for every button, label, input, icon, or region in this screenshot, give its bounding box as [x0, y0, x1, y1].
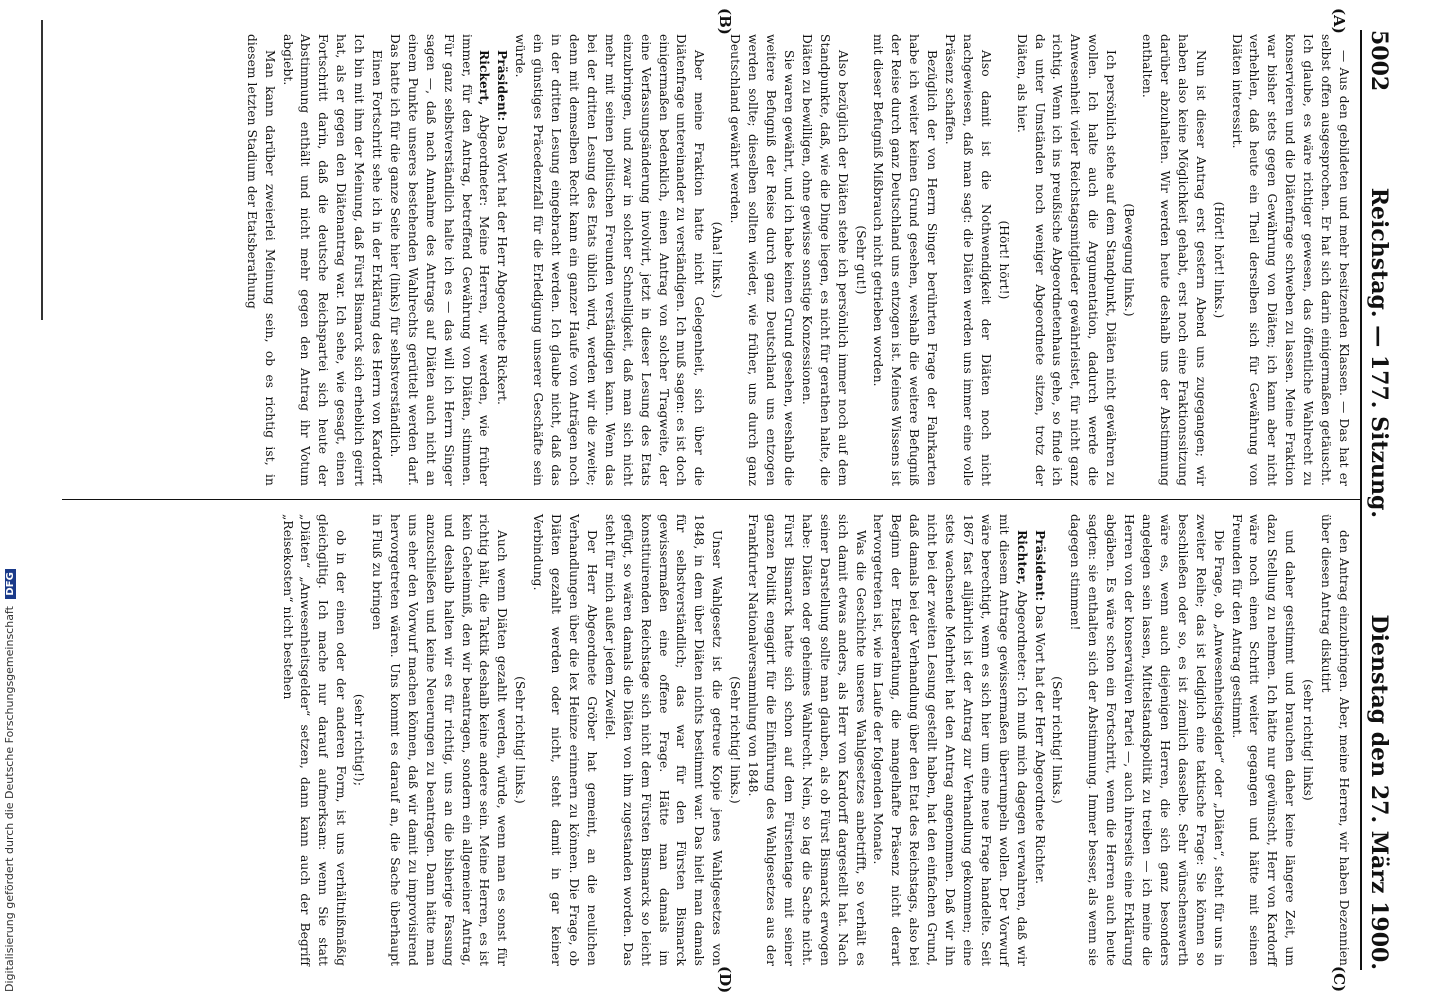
header-rule	[1360, 30, 1362, 970]
column-divider	[62, 499, 1362, 500]
text-paragraph: Präsident: Das Wort hat der Herr Abgeordnete Richter.	[1032, 530, 1047, 885]
dfg-logo: DFG	[5, 569, 16, 598]
text-paragraph: — Aus den gebildeten und mehr besitzenden Klassen. — Das hat er selbst offen ausgesprochen. Er hat sich darin einigermaßen getäuscht. Ich glaube, es wäre richtiger gewesen, das öffentliche Wahlrecht zu konservieren und die Diätenfrage schweben zu lassen. Meine Fraktion war bisher stets gegen Gewährung von Diäten; ich kann aber nicht verhehlen, daß heute ein Theil derselben sich für Gewährung von Diäten interessirt.	[1229, 34, 1351, 486]
margin-marker-c: (C)	[1330, 966, 1348, 993]
text-paragraph: Also bezüglich der Diäten stehe ich persönlich immer noch auf dem Standpunkte, daß, wie die Dinge liegen, es nicht für gerathen halte, die Diäten zu bewilligen, ohne gewisse sonstige Konzessionen.	[799, 34, 850, 486]
stage-direction: (Bewegung links.)	[1122, 203, 1137, 317]
speaker-name: Richter,	[1014, 530, 1029, 586]
stage-direction: (Hört! hört!)	[996, 220, 1011, 300]
stage-direction: (Sehr gut!)	[853, 225, 868, 295]
text-paragraph: Präsident: Das Wort hat der Herr Abgeordnete Rickert.	[495, 50, 510, 405]
text-paragraph: Unser Wahlgesetz ist die getreue Kopie jenes Wahlgesetzes von 1848, in dem über Diäten nichts bestimmt war. Das hielt man damals für selbstverständlich; das war für den Fürsten Bismarck gewissermaßen eine offene Frage. Hätte man damals im konstituirenden Reichstage sich nicht dem Fürsten Bismarck so leicht gefügt, so wären damals die Diäten von ihm zugestanden worden. Das steht für mich außer jedem Zweifel.	[602, 514, 725, 966]
text-paragraph: Also damit ist die Nothwendigkeit der Diäten noch nicht nachgewiesen, daß man sagt: die Diäten werden uns immer eine volle Präsenz schaffen.	[943, 34, 993, 486]
stage-direction: (Sehr richtig! links.)	[728, 676, 743, 804]
stage-direction: (Sehr richtig! links.)	[1050, 676, 1065, 804]
left-text-column	[242, 34, 1352, 486]
digitization-credit	[0, 0, 22, 1000]
stage-direction: (sehr richtig! links)	[1301, 679, 1316, 801]
speaker-name: Rickert,	[477, 50, 492, 106]
text-paragraph: ob in der einen oder der anderen Form, ist uns verhältnißmäßig gleichgiltig. Ich mache nur darauf aufmerksam: wenn Sie statt „Diäten“ „Anwesenheitsgelder“ setzen, dann kann auch der Begriff „Reisekosten“ nicht bestehen	[280, 514, 349, 966]
text-paragraph: Ich persönlich stehe auf dem Standpunkt, Diäten nicht gewähren zu wollen. Ich halte auch die Argumentation, dadurch werde die Anwesenheit vieler Reichstagsmitglieder gewährleistet, für nicht ganz richtig. Wenn ich ins preußische Abgeordnetenhaus gehe, so finde ich da unter Umständen noch weniger Abgeordnete sitzen, trotz der Diäten, als hier.	[1014, 34, 1119, 486]
text-paragraph: Man kann darüber zweierlei Meinung sein, ob es richtig ist, in diesem letzten Stadium der Etatsberathung	[244, 34, 277, 486]
speaker-name: Präsident:	[1032, 530, 1047, 602]
credit-text: Digitalisierung gefördert durch die Deutsche Forschungsgemeinschaft	[3, 606, 16, 992]
text-paragraph: Einen Fortschritt sehe ich in der Erklärung des Herrn von Kardorff. Ich bin mit ihm der Meinung, daß Fürst Bismarck sich erheblich geirrt hat, als er gegen den Diätenantrag war. Ich sehe, wie gesagt, einen Fortschritt darin, daß die deutsche Reichspartei sich heute der Abstimmung enthält und nicht mehr gegen den Antrag ihr Votum abgiebt.	[280, 34, 385, 486]
page-header	[1364, 30, 1394, 970]
session-date: Dienstag den 27. März 1900.	[1366, 614, 1392, 970]
page-number: 5002	[1366, 30, 1392, 92]
margin-marker-a: (A)	[1330, 8, 1348, 34]
right-text-column	[278, 514, 1352, 966]
scan-edge-line	[41, 20, 43, 320]
text-paragraph: Nun ist dieser Antrag erst gestern Abend uns zugegangen; wir haben also keine Möglichkeit gehabt, erst noch eine Fraktionssitzung darüber abzuhalten. Wir werden heute deshalb uns der Abstimmung enthalten.	[1140, 34, 1208, 486]
speaker-name: Präsident:	[495, 50, 510, 122]
stage-direction: (Hört! hört! links.)	[1211, 201, 1226, 319]
text-paragraph: und daher gestimmt und brauchen daher keine längere Zeit, um dazu Stellung zu nehmen. Ich hätte nur gewünscht, Herr von Kardorff wäre noch einen Schritt weiter gegangen und hätte mit seinen Freunden für den Antrag gestimmt.	[1229, 514, 1298, 966]
text-paragraph: Sie waren gewährt, und ich habe keinen Grund gesehen, weshalb die weitere Befugniß der Reise durch ganz Deutschland uns entzogen werden sollte; dieselben sollten wieder, wie früher, uns durch ganz Deutschland gewährt werden.	[728, 34, 796, 487]
text-paragraph: den Antrag einzubringen. Aber, meine Herren, wir haben Dezennien über diesen Antrag diskutirt	[1319, 514, 1351, 966]
margin-marker-d: (D)	[716, 966, 734, 994]
stage-direction: (sehr richtig!);	[352, 693, 367, 787]
text-paragraph: Was die Geschichte unseres Wahlgesetzes anbetrifft, so verhält es sich damit etwas anders, als Herr von Kardorff dargestellt hat. Nach seiner Darstellung sollte man glauben, als ob Fürst Bismarck erwogen habe: Diäten oder geheimes Wahlrecht. Nein, so lag die Sache nicht. Fürst Bismarck hatte sich schon auf dem Fürstentage mit seiner ganzen Politik engagirt für die Einführung des Wahlgesetzes aus der Frankfurter Nationalversammlung von 1848.	[746, 514, 868, 966]
text-paragraph: Rickert, Abgeordneter: Meine Herren, wir werden, wie früher immer, für den Antrag, betreffend Gewährung von Diäten, stimmen. Für ganz selbstverständlich halte ich es — das will ich Herrn Singer sagen —, daß nach Annahme des Antrags auf Diäten auch nicht an einem Punkte unseres bestehenden Wahlrechts gerüttelt werden darf. Das hatte ich für die ganze Seite hier (links) für selbstverständlich.	[387, 34, 492, 486]
margin-marker-b: (B)	[716, 8, 734, 35]
stage-direction: (Aha! links.)	[710, 221, 725, 299]
text-paragraph: Richter, Abgeordneter: Ich muß mich dagegen verwahren, daß wir mit diesem Antrage gewissermaßen überrumpeln wollen. Der Vorwurf wäre berechtigt, wenn es sich hier um eine neue Frage handelte. Seit 1867 fast alljährlich ist der Antrag zur Verhandlung gekommen; eine stets wachsende Mehrheit hat den Antrag angenommen. Daß wir ihn nicht bei der zweiten Lesung gestellt haben, hat den einfachen Grund, daß damals bei der Verhandlung über den Etat des Reichstags, also bei Beginn der Etatsberathung, die mangelhafte Präsenz nicht derart hervorgetreten ist, wie im Laufe der folgenden Monate.	[871, 514, 1029, 966]
session-title: Reichstag. — 177. Sitzung.	[1366, 187, 1392, 519]
text-paragraph: Bezüglich der von Herrn Singer berührten Frage der Fahrkarten habe ich weiter keinen Grund gesehen, weshalb die weitere Befugniß der Reise durch ganz Deutschland uns entzogen ist. Meines Wissens ist mit dieser Befugniß Mißbrauch nicht getrieben worden.	[871, 34, 940, 486]
text-paragraph: Die Frage, ob „Anwesenheitsgelder“ oder „Diäten“, steht für uns in zweiter Reihe; das ist lediglich eine taktische Frage: Sie können so beschließen oder so, es ist ziemlich dasselbe. Sehr wünschenswerth wäre es, wenn auch diejenigen Herren, die sich ganz besonders angelegen sein lassen, Mittelstandspolitik zu treiben — ich meine die Herren von der konservativen Partei —, auch ihrerseits eine Erklärung abgäben. Es wäre schon ein Fortschritt, wenn die Herren auch heute sagten: sie enthalten sich der Abstimmung. Immer besser, als wenn sie dagegen stimmen!	[1068, 514, 1226, 966]
stage-direction: (Sehr richtig! links.)	[513, 676, 528, 804]
text-paragraph: Auch wenn Diäten gezahlt werden, würde, wenn man es sonst für richtig hält, die Taktik deshalb keine andere sein. Meine Herren, es ist kein Geheimniß, den wir beantragen, sondern ein allgemeiner Antrag, und deshalb halten wir es für richtig, uns an die bisherige Fassung anzuschließen und keine Neuerungen zu beantragen. Dann hätte man uns eher den Vorwurf machen können, daß wir damit zu improvisirend hervorgetreten wären. Uns kommt es darauf an, die Sache überhaupt in Fluß zu bringen	[370, 514, 510, 966]
text-paragraph: Aber meine Fraktion hatte nicht Gelegenheit, sich über die Diätenfrage untereinander zu verständigen. Ich muß sagen: es ist doch einigermaßen bedenklich, einen Antrag von solcher Tragweite, der eine Verfassungsänderung involvirt, jetzt in dieser Lesung des Etats einzubringen, und zwar in solcher Schnelligkeit, daß man sich nicht mehr mit seinen politischen Freunden verständigen kann. Wenn das bei der dritten Lesung des Etats üblich wird, werden wir die zweite; denn mit demselben Recht kann ein ganzer Haufe von Anträgen noch in der dritten Lesung eingebracht werden. Ich glaube nicht, daß das ein günstiges Präcedenzfall für die Erledigung unserer Geschäfte sein würde.	[513, 34, 707, 486]
text-paragraph: Der Herr Abgeordnete Gröber hat gemeint, an die neulichen Verhandlungen über die lex Heinze erinnern zu können. Die Frage, ob Diäten gezahlt werden oder nicht, steht damit in gar keiner Verbindung.	[531, 514, 599, 966]
